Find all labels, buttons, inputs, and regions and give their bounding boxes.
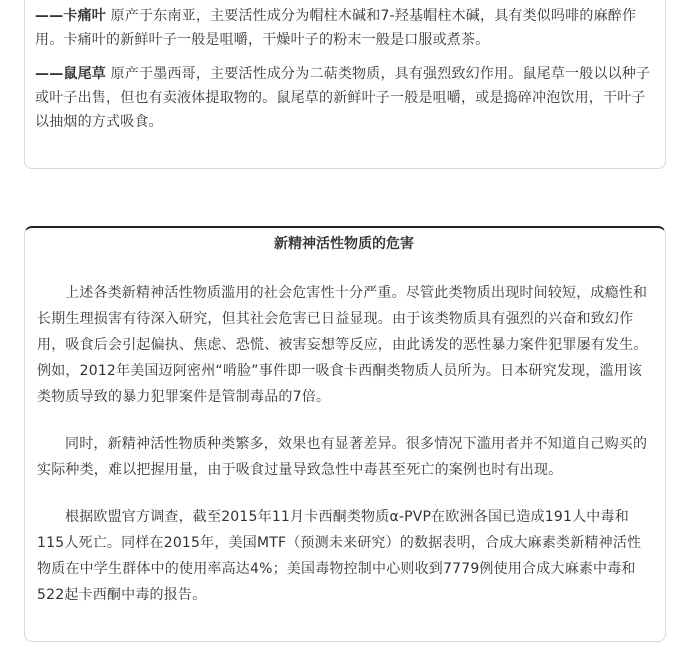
entry-text: 原产于东南亚，主要活性成分为帽柱木碱和7-羟基帽柱木碱，具有类似吗啡的麻醉作用。卡痛叶的新鲜叶子一般是咀嚼，干燥叶子的粉末一般是口服或煮茶。 xyxy=(35,8,637,48)
entry-term: ——鼠尾草 xyxy=(35,66,106,82)
section-title: 新精神活性物质的危害 xyxy=(274,236,414,252)
entry-kratom xyxy=(35,4,651,52)
entry-text: 原产于墨西哥，主要活性成分为二萜类物质，具有强烈致幻作用。鼠尾草一般以以种子或叶子出售，但也有卖液体提取物的。鼠尾草的新鲜叶子一般是咀嚼，或是捣碎冲泡饮用，干叶子以抽烟的方式吸食。 xyxy=(35,66,651,130)
entry-term: ——卡痛叶 xyxy=(35,8,106,24)
entry-salvia xyxy=(35,62,651,134)
plant-entries-card xyxy=(24,0,666,169)
harm-section-card xyxy=(24,226,666,642)
paragraph-variety: 同时，新精神活性物质种类繁多，效果也有显著差异。很多情况下滥用者并不知道自己购买的实际种类，难以把握用量，由于吸食过量导致急性中毒甚至死亡的案例也时有出现。 xyxy=(37,436,648,478)
paragraph-social-harm: 上述各类新精神活性物质滥用的社会危害性十分严重。尽管此类物质出现时间较短，成瘾性和长期生理损害有待深入研究，但其社会危害已日益显现。由于该类物质具有强烈的兴奋和致幻作用，吸食后会引起偏执、焦虑、恐慌、被害妄想等反应，由此诱发的恶性暴力案件犯罪屡有发生。例如，2012年美国迈阿密州“啃脸”事件即一吸食卡西酮类物质人员所为。日本研究发现，滥用该类物质导致的暴力犯罪案件是管制毒品的7倍。 xyxy=(37,285,648,405)
paragraph-statistics: 根据欧盟官方调查，截至2015年11月卡西酮类物质α-PVP在欧洲各国已造成191人中毒和115人死亡。同样在2015年，美国MTF（预测未来研究）的数据表明，合成大麻素类新精神活性物质在中学生群体中的使用率高达4%；美国毒物控制中心则收到7779例使用合成大麻素中毒和522起卡西酮中毒的报告。 xyxy=(37,509,642,603)
